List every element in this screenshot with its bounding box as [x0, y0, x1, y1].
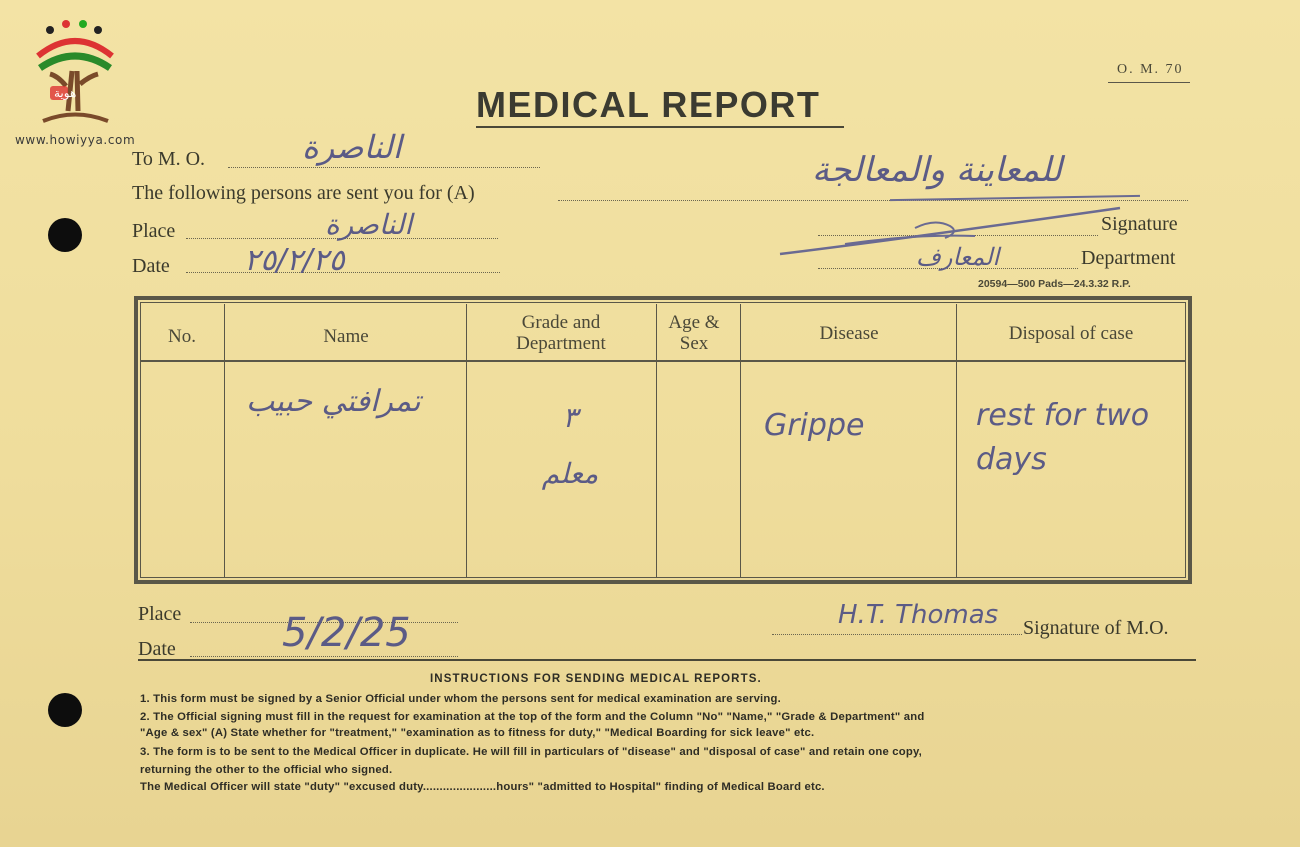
title-underline: [476, 126, 844, 128]
row-cell-name: تمرافتي حبيب: [246, 384, 421, 419]
logo-glyph: هوية: [54, 86, 77, 100]
howiyya-logo: [28, 16, 123, 131]
footer-signature-dots: [772, 634, 1022, 635]
date-value: ٢٥/٢/٢٥: [244, 243, 345, 278]
instructions-title: INSTRUCTIONS FOR SENDING MEDICAL REPORTS.: [430, 673, 762, 685]
punch-hole-bottom: [48, 693, 82, 727]
footer-date-value: 5/2/25: [282, 610, 411, 656]
col-divider-5: [956, 304, 957, 578]
to-mo-dots: [228, 167, 540, 168]
form-code: O. M. 70: [1117, 62, 1184, 77]
footer-place-label: Place: [138, 603, 182, 625]
row-cell-grade: ٣ معلم: [541, 401, 599, 490]
tree-logo-icon: [28, 16, 123, 131]
instruction-line-2: 2. The Official signing must fill in the request for examination at the top of the form and the Column "No" "Name," "Grade & Department" and: [140, 711, 925, 723]
punch-hole-top: [48, 218, 82, 252]
col-header-disposal: Disposal of case: [1008, 323, 1134, 344]
instruction-line-4: 3. The form is to be sent to the Medical Officer in duplicate. He will fill in particulars of "disease" and "disposal of case" and retain one copy,: [140, 746, 922, 758]
instruction-line-1: 1. This form must be signed by a Senior Official under whom the persons sent for medical examination are serving.: [140, 693, 781, 705]
instruction-line-6: The Medical Officer will state "duty" "excused duty......................hours" "admitted to Hospital" finding of Medical Board etc.: [140, 781, 825, 793]
row-cell-disposal: rest for two days: [976, 398, 1150, 477]
col-header-disease: Disease: [819, 323, 879, 344]
col-header-name: Name: [323, 326, 369, 347]
date-label: Date: [132, 255, 170, 277]
col-divider-3: [656, 304, 657, 578]
col-header-age: Age & Sex: [668, 312, 720, 354]
col-header-grade: Grade and Department: [516, 312, 606, 354]
to-mo-value: الناصرة: [302, 128, 402, 166]
following-label: The following persons are sent you for (A): [132, 182, 475, 204]
col-divider-2: [466, 304, 467, 578]
header-row-divider: [140, 360, 1186, 362]
footer-date-dots: [190, 656, 458, 657]
col-divider-4: [740, 304, 741, 578]
following-value: للمعاينة والمعالجة: [812, 150, 1062, 190]
col-divider-1: [224, 304, 225, 578]
form-code-underline: [1108, 82, 1190, 83]
logo-url: www.howiyya.com: [15, 133, 136, 147]
place-value: الناصرة: [325, 208, 413, 241]
row-cell-disease: Grippe: [764, 408, 865, 443]
signature-label: Signature: [1101, 213, 1178, 235]
col-header-no: No.: [168, 326, 196, 347]
instruction-line-5: returning the other to the official who signed.: [140, 764, 393, 776]
footer-signature-label: Signature of M.O.: [1023, 617, 1169, 639]
footer-rule: [138, 659, 1196, 661]
department-label: Department: [1081, 247, 1176, 269]
place-label: Place: [132, 220, 176, 242]
to-mo-label: To M. O.: [132, 148, 206, 170]
page-title: MEDICAL REPORT: [476, 84, 821, 125]
print-note: 20594—500 Pads—24.3.32 R.P.: [978, 278, 1131, 290]
instruction-line-3: "Age & sex" (A) State whether for "treatment," "examination as to fitness for duty," "Medical Boarding for sick leave" etc.: [140, 727, 815, 739]
department-value: المعارف: [916, 243, 1000, 271]
footer-signature-value: H.T. Thomas: [838, 600, 999, 630]
footer-date-label: Date: [138, 638, 176, 660]
